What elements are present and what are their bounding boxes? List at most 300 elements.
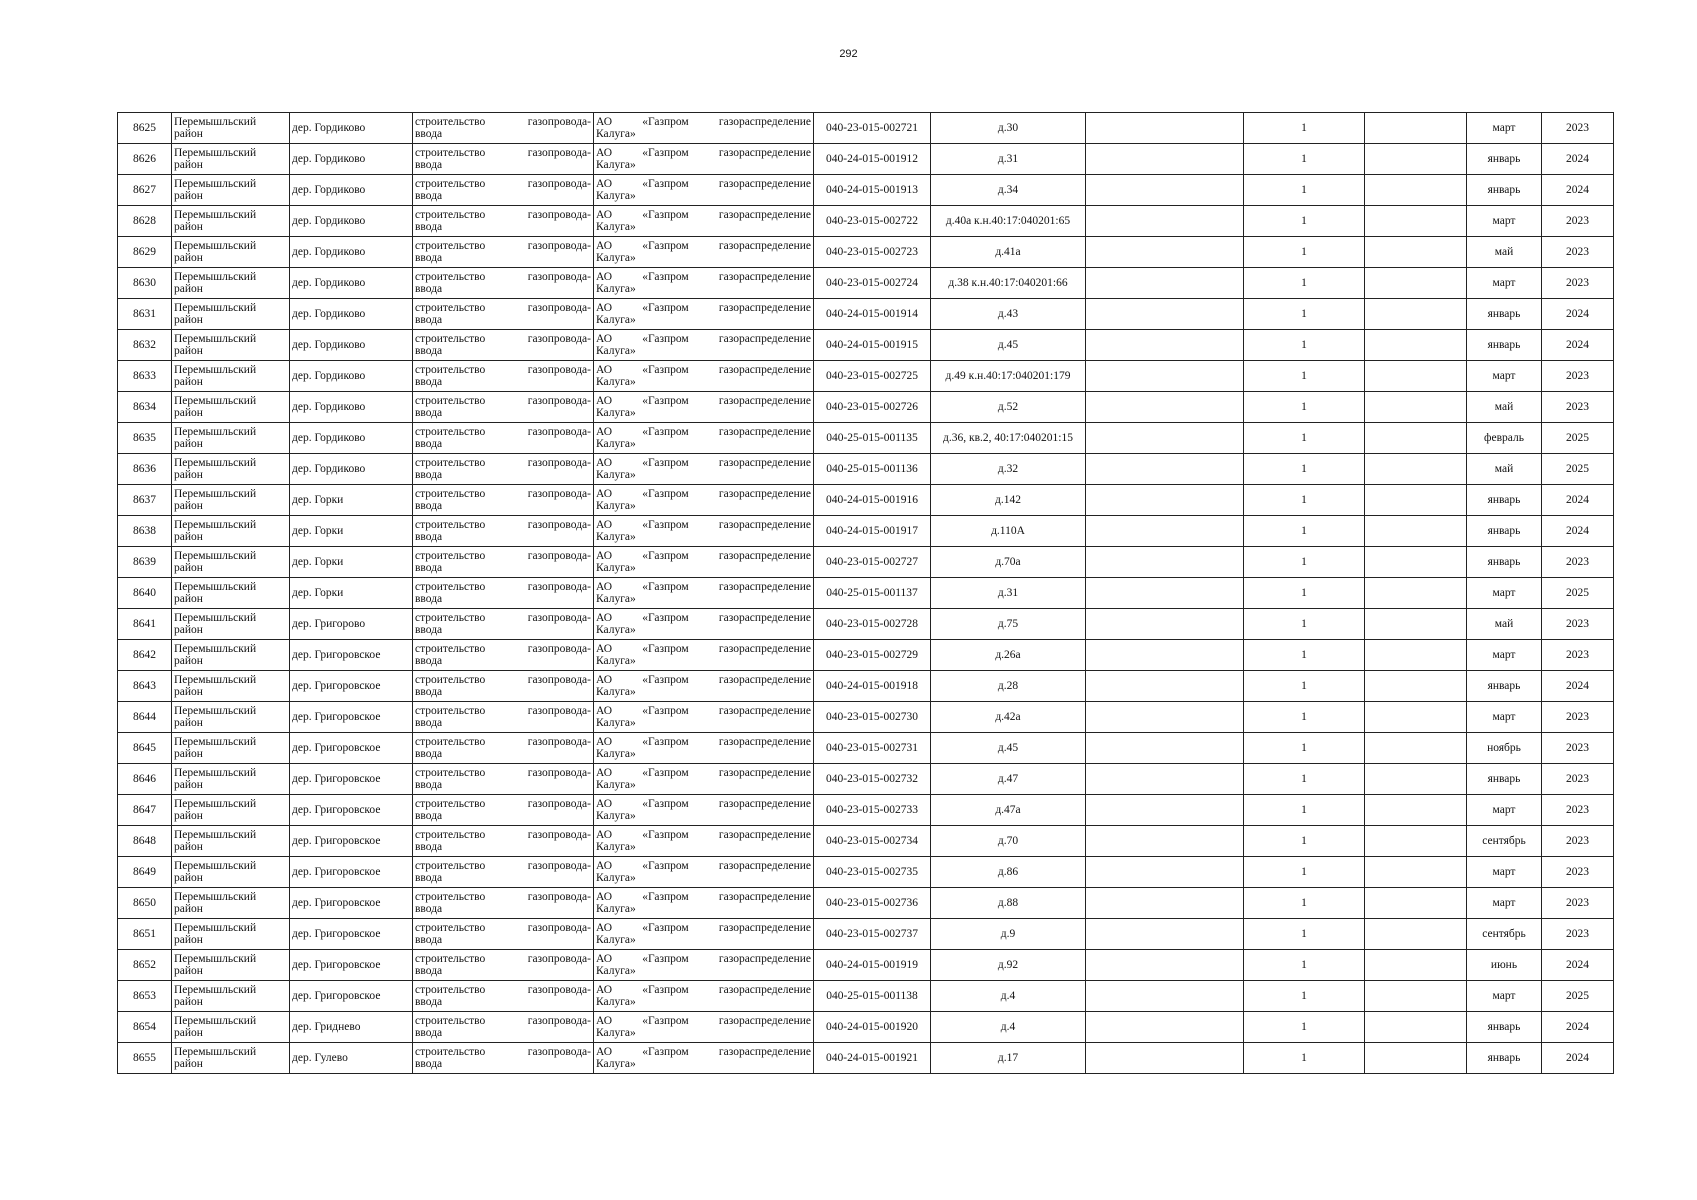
empty-cell: [1086, 454, 1244, 485]
address-cell: [931, 454, 1086, 485]
month: июнь: [1490, 959, 1518, 971]
work-type-word-2: газопровода-: [527, 333, 591, 345]
org-word-4: Калуга»: [596, 283, 636, 295]
work-type-cell: [413, 361, 594, 392]
address-cell: [931, 888, 1086, 919]
org-word-3: газораспределение: [718, 333, 811, 345]
district-name: Перемышльский: [174, 426, 257, 438]
year-cell: [1542, 702, 1614, 733]
address: д.40а к.н.40:17:040201:65: [945, 215, 1071, 227]
table-row: [118, 671, 1614, 702]
empty-cell: [1365, 795, 1467, 826]
permit-code: 040-23-015-002727: [826, 556, 918, 568]
work-type-cell: [413, 826, 594, 857]
month-cell: [1467, 1043, 1542, 1074]
district-cell: [172, 485, 290, 516]
org-word-2: «Газпром: [642, 209, 689, 221]
village-name: дер. Григоровское: [292, 990, 381, 1002]
year: 2023: [1566, 711, 1589, 723]
work-type-word-1: строительство: [415, 426, 486, 438]
quantity-cell: [1244, 578, 1365, 609]
district-cell: [172, 981, 290, 1012]
table-row: [118, 516, 1614, 547]
year: 2024: [1566, 525, 1589, 537]
district-suffix: район: [174, 810, 203, 822]
work-type-word-1: строительство: [415, 612, 486, 624]
row-number-cell: [118, 702, 172, 733]
table-row: [118, 578, 1614, 609]
organization-cell: [594, 733, 814, 764]
year: 2023: [1566, 277, 1589, 289]
district-suffix: район: [174, 376, 203, 388]
address-cell: [931, 640, 1086, 671]
district-suffix: район: [174, 128, 203, 140]
village-name: дер. Горки: [292, 525, 344, 537]
address: д.32: [997, 463, 1019, 475]
district-cell: [172, 361, 290, 392]
org-word-4: Калуга»: [596, 593, 636, 605]
row-number-cell: [118, 795, 172, 826]
district-suffix: район: [174, 221, 203, 233]
month: март: [1492, 711, 1516, 723]
empty-cell: [1365, 1043, 1467, 1074]
organization-cell: [594, 206, 814, 237]
village-cell: [290, 919, 413, 950]
empty-cell: [1086, 888, 1244, 919]
address-cell: [931, 671, 1086, 702]
org-word-4: Калуга»: [596, 500, 636, 512]
work-type-word-2: газопровода-: [527, 395, 591, 407]
permit-code-cell: [814, 330, 931, 361]
permit-code-cell: [814, 299, 931, 330]
table-row: [118, 1012, 1614, 1043]
address: д.31: [997, 153, 1019, 165]
year: 2023: [1566, 773, 1589, 785]
village-cell: [290, 888, 413, 919]
empty-cell: [1086, 578, 1244, 609]
row-number: 8635: [133, 432, 156, 444]
village-cell: [290, 547, 413, 578]
work-type-cell: [413, 733, 594, 764]
empty-cell: [1365, 485, 1467, 516]
work-type-word-3: ввода: [415, 283, 443, 295]
organization-cell: [594, 361, 814, 392]
empty-cell: [1086, 268, 1244, 299]
district-suffix: район: [174, 407, 203, 419]
row-number: 8630: [133, 277, 156, 289]
org-word-2: «Газпром: [642, 1015, 689, 1027]
quantity-cell: [1244, 950, 1365, 981]
month-cell: [1467, 206, 1542, 237]
organization-cell: [594, 392, 814, 423]
address: д.30: [997, 122, 1019, 134]
district-suffix: район: [174, 314, 203, 326]
work-type-word-1: строительство: [415, 302, 486, 314]
district-suffix: район: [174, 469, 203, 481]
table-row: [118, 268, 1614, 299]
district-cell: [172, 516, 290, 547]
work-type-word-2: газопровода-: [527, 240, 591, 252]
village-name: дер. Григоровское: [292, 866, 381, 878]
address: д.70а: [995, 556, 1021, 568]
permit-code-cell: [814, 981, 931, 1012]
org-word-4: Калуга»: [596, 438, 636, 450]
year: 2024: [1566, 1052, 1589, 1064]
address-cell: [931, 764, 1086, 795]
work-type-word-2: газопровода-: [527, 829, 591, 841]
village-name: дер. Григоровское: [292, 680, 381, 692]
row-number-cell: [118, 268, 172, 299]
work-type-word-2: газопровода-: [527, 891, 591, 903]
district-suffix: район: [174, 1027, 203, 1039]
month-cell: [1467, 423, 1542, 454]
table-row: [118, 609, 1614, 640]
village-name: дер. Гордиково: [292, 339, 366, 351]
village-name: дер. Гордиково: [292, 432, 366, 444]
row-number-cell: [118, 1043, 172, 1074]
row-number-cell: [118, 361, 172, 392]
month-cell: [1467, 981, 1542, 1012]
work-type-cell: [413, 237, 594, 268]
month-cell: [1467, 671, 1542, 702]
year-cell: [1542, 206, 1614, 237]
empty-cell: [1365, 237, 1467, 268]
quantity-cell: [1244, 206, 1365, 237]
year-cell: [1542, 640, 1614, 671]
district-name: Перемышльский: [174, 364, 257, 376]
permit-code-cell: [814, 361, 931, 392]
month: январь: [1487, 1021, 1521, 1033]
address: д.88: [997, 897, 1019, 909]
quantity-cell: [1244, 671, 1365, 702]
year: 2024: [1566, 339, 1589, 351]
year-cell: [1542, 454, 1614, 485]
org-word-1: АО: [596, 302, 613, 314]
address: д.4: [1000, 1021, 1016, 1033]
address: д.42а: [995, 711, 1021, 723]
empty-cell: [1086, 361, 1244, 392]
village-cell: [290, 330, 413, 361]
permit-code-cell: [814, 206, 931, 237]
address-cell: [931, 547, 1086, 578]
district-cell: [172, 454, 290, 485]
district-cell: [172, 144, 290, 175]
district-cell: [172, 857, 290, 888]
month-cell: [1467, 919, 1542, 950]
empty-cell: [1086, 795, 1244, 826]
address-cell: [931, 795, 1086, 826]
empty-cell: [1086, 857, 1244, 888]
year-cell: [1542, 950, 1614, 981]
work-type-word-2: газопровода-: [527, 488, 591, 500]
month: сентябрь: [1482, 928, 1526, 940]
district-suffix: район: [174, 903, 203, 915]
year-cell: [1542, 547, 1614, 578]
row-number-cell: [118, 547, 172, 578]
quantity: 1: [1301, 990, 1307, 1002]
address-cell: [931, 330, 1086, 361]
month: март: [1492, 122, 1516, 134]
village-name: дер. Горки: [292, 587, 344, 599]
org-word-4: Калуга»: [596, 748, 636, 760]
address-cell: [931, 578, 1086, 609]
permit-code-cell: [814, 640, 931, 671]
address: д.26а: [995, 649, 1021, 661]
row-number-cell: [118, 516, 172, 547]
district-name: Перемышльский: [174, 798, 257, 810]
organization-cell: [594, 609, 814, 640]
org-word-4: Калуга»: [596, 159, 636, 171]
empty-cell: [1365, 950, 1467, 981]
empty-cell: [1365, 299, 1467, 330]
work-type-word-3: ввода: [415, 190, 443, 202]
village-name: дер. Григорово: [292, 618, 366, 630]
district-cell: [172, 113, 290, 144]
row-number: 8638: [133, 525, 156, 537]
work-type-cell: [413, 175, 594, 206]
empty-cell: [1086, 640, 1244, 671]
address: д.4: [1000, 990, 1016, 1002]
empty-cell: [1365, 764, 1467, 795]
year: 2023: [1566, 804, 1589, 816]
empty-cell: [1086, 702, 1244, 733]
org-word-3: газораспределение: [718, 364, 811, 376]
month: март: [1492, 370, 1516, 382]
address-cell: [931, 268, 1086, 299]
org-word-3: газораспределение: [718, 271, 811, 283]
permit-code: 040-24-015-001914: [826, 308, 918, 320]
work-type-cell: [413, 1012, 594, 1043]
month-cell: [1467, 702, 1542, 733]
org-word-4: Калуга»: [596, 128, 636, 140]
village-cell: [290, 392, 413, 423]
village-cell: [290, 268, 413, 299]
district-suffix: район: [174, 190, 203, 202]
empty-cell: [1365, 392, 1467, 423]
month: ноябрь: [1487, 742, 1521, 754]
org-word-2: «Газпром: [642, 674, 689, 686]
org-word-2: «Газпром: [642, 798, 689, 810]
month: январь: [1487, 184, 1521, 196]
village-name: дер. Гордиково: [292, 370, 366, 382]
row-number: 8652: [133, 959, 156, 971]
org-word-4: Калуга»: [596, 376, 636, 388]
district-name: Перемышльский: [174, 891, 257, 903]
permit-code-cell: [814, 268, 931, 299]
org-word-1: АО: [596, 519, 613, 531]
row-number: 8646: [133, 773, 156, 785]
org-word-4: Калуга»: [596, 841, 636, 853]
empty-cell: [1086, 671, 1244, 702]
work-type-word-2: газопровода-: [527, 271, 591, 283]
address: д.47: [997, 773, 1019, 785]
row-number-cell: [118, 392, 172, 423]
village-name: дер. Гордиково: [292, 215, 366, 227]
row-number-cell: [118, 485, 172, 516]
district-cell: [172, 609, 290, 640]
org-word-3: газораспределение: [718, 581, 811, 593]
permit-code: 040-24-015-001912: [826, 153, 918, 165]
org-word-1: АО: [596, 1015, 613, 1027]
district-cell: [172, 919, 290, 950]
organization-cell: [594, 268, 814, 299]
district-suffix: район: [174, 748, 203, 760]
address-cell: [931, 826, 1086, 857]
work-type-word-3: ввода: [415, 252, 443, 264]
address-cell: [931, 733, 1086, 764]
empty-cell: [1086, 1043, 1244, 1074]
permit-code-cell: [814, 857, 931, 888]
work-type-cell: [413, 764, 594, 795]
permit-code-cell: [814, 950, 931, 981]
quantity: 1: [1301, 370, 1307, 382]
work-type-word-3: ввода: [415, 345, 443, 357]
org-word-2: «Газпром: [642, 891, 689, 903]
table-row: [118, 330, 1614, 361]
empty-cell: [1365, 609, 1467, 640]
month-cell: [1467, 640, 1542, 671]
village-cell: [290, 206, 413, 237]
year: 2023: [1566, 215, 1589, 227]
row-number-cell: [118, 144, 172, 175]
row-number: 8649: [133, 866, 156, 878]
village-name: дер. Григоровское: [292, 773, 381, 785]
quantity: 1: [1301, 153, 1307, 165]
org-word-1: АО: [596, 922, 613, 934]
quantity-cell: [1244, 361, 1365, 392]
work-type-word-2: газопровода-: [527, 1015, 591, 1027]
org-word-1: АО: [596, 240, 613, 252]
district-cell: [172, 206, 290, 237]
district-cell: [172, 299, 290, 330]
org-word-2: «Газпром: [642, 612, 689, 624]
table-row: [118, 299, 1614, 330]
district-suffix: район: [174, 686, 203, 698]
work-type-word-3: ввода: [415, 221, 443, 233]
org-word-3: газораспределение: [718, 829, 811, 841]
district-cell: [172, 950, 290, 981]
district-suffix: район: [174, 159, 203, 171]
year: 2023: [1566, 618, 1589, 630]
address: д.142: [995, 494, 1021, 506]
empty-cell: [1365, 516, 1467, 547]
district-name: Перемышльский: [174, 984, 257, 996]
row-number: 8629: [133, 246, 156, 258]
address-cell: [931, 237, 1086, 268]
org-word-3: газораспределение: [718, 457, 811, 469]
work-type-word-1: строительство: [415, 829, 486, 841]
address: д.34: [997, 184, 1019, 196]
village-cell: [290, 516, 413, 547]
work-type-word-1: строительство: [415, 209, 486, 221]
work-type-cell: [413, 671, 594, 702]
org-word-3: газораспределение: [718, 426, 811, 438]
month-cell: [1467, 950, 1542, 981]
village-name: дер. Гордиково: [292, 401, 366, 413]
row-number: 8628: [133, 215, 156, 227]
quantity: 1: [1301, 339, 1307, 351]
district-suffix: район: [174, 841, 203, 853]
org-word-4: Калуга»: [596, 252, 636, 264]
quantity: 1: [1301, 122, 1307, 134]
org-word-3: газораспределение: [718, 395, 811, 407]
village-name: дер. Григоровское: [292, 835, 381, 847]
organization-cell: [594, 888, 814, 919]
year: 2023: [1566, 928, 1589, 940]
table-row: [118, 361, 1614, 392]
quantity: 1: [1301, 401, 1307, 413]
work-type-word-1: строительство: [415, 116, 486, 128]
org-word-2: «Газпром: [642, 550, 689, 562]
work-type-word-3: ввода: [415, 1027, 443, 1039]
organization-cell: [594, 454, 814, 485]
district-suffix: район: [174, 345, 203, 357]
work-type-cell: [413, 268, 594, 299]
org-word-4: Калуга»: [596, 810, 636, 822]
row-number-cell: [118, 113, 172, 144]
org-word-1: АО: [596, 829, 613, 841]
permit-code-cell: [814, 733, 931, 764]
village-cell: [290, 113, 413, 144]
table-row: [118, 826, 1614, 857]
month: январь: [1487, 525, 1521, 537]
org-word-1: АО: [596, 612, 613, 624]
empty-cell: [1086, 113, 1244, 144]
district-cell: [172, 888, 290, 919]
empty-cell: [1086, 330, 1244, 361]
organization-cell: [594, 330, 814, 361]
village-name: дер. Горки: [292, 556, 344, 568]
address-cell: [931, 299, 1086, 330]
org-word-4: Калуга»: [596, 407, 636, 419]
org-word-4: Калуга»: [596, 624, 636, 636]
village-cell: [290, 578, 413, 609]
year-cell: [1542, 1043, 1614, 1074]
row-number-cell: [118, 640, 172, 671]
work-type-word-2: газопровода-: [527, 736, 591, 748]
year-cell: [1542, 361, 1614, 392]
permit-code-cell: [814, 144, 931, 175]
permit-code: 040-23-015-002736: [826, 897, 918, 909]
permit-code-cell: [814, 1043, 931, 1074]
organization-cell: [594, 485, 814, 516]
row-number: 8637: [133, 494, 156, 506]
work-type-cell: [413, 1043, 594, 1074]
permit-code-cell: [814, 795, 931, 826]
month-cell: [1467, 454, 1542, 485]
work-type-word-3: ввода: [415, 717, 443, 729]
month-cell: [1467, 485, 1542, 516]
work-type-cell: [413, 113, 594, 144]
village-name: дер. Гордиково: [292, 184, 366, 196]
year: 2023: [1566, 122, 1589, 134]
org-word-4: Калуга»: [596, 531, 636, 543]
row-number-cell: [118, 454, 172, 485]
work-type-word-1: строительство: [415, 395, 486, 407]
permit-code-cell: [814, 113, 931, 144]
work-type-word-2: газопровода-: [527, 612, 591, 624]
year: 2024: [1566, 680, 1589, 692]
org-word-1: АО: [596, 643, 613, 655]
empty-cell: [1365, 144, 1467, 175]
permit-code: 040-23-015-002734: [826, 835, 918, 847]
table-row: [118, 733, 1614, 764]
row-number: 8655: [133, 1052, 156, 1064]
month-cell: [1467, 299, 1542, 330]
village-name: дер. Гордиково: [292, 122, 366, 134]
permit-code-cell: [814, 919, 931, 950]
work-type-word-2: газопровода-: [527, 519, 591, 531]
